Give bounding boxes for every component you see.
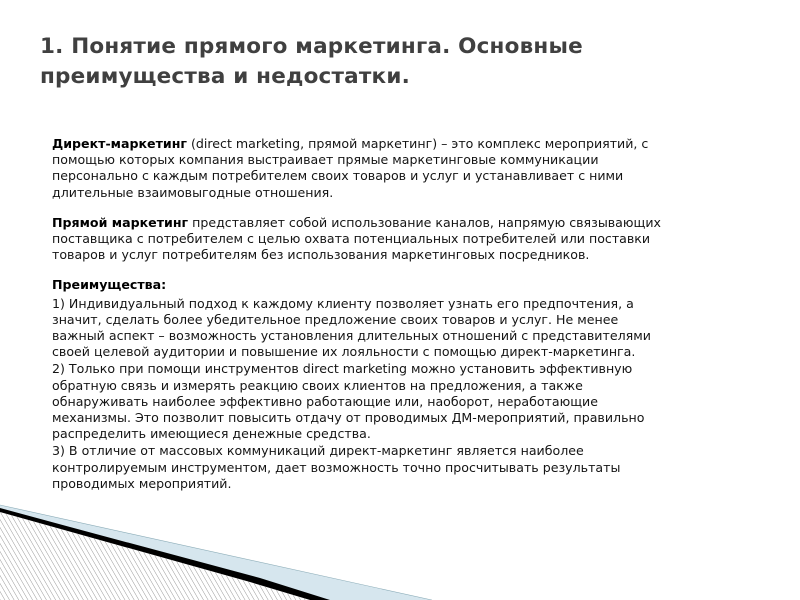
advantage-line: 3) В отличие от массовых коммуникаций директ-маркетинг является наиболее bbox=[52, 443, 584, 459]
advantage-item-3 bbox=[52, 443, 752, 492]
term-direct-marketing: Директ-маркетинг bbox=[52, 136, 187, 151]
advantage-line: проводимых мероприятий. bbox=[52, 475, 232, 491]
advantage-line: своей целевой аудитории и повышение их лояльности с помощью директ-маркетинга. bbox=[52, 344, 636, 360]
paragraph-line: длительные взаимовыгодные отношения. bbox=[52, 184, 334, 200]
advantage-item-1 bbox=[52, 296, 752, 361]
advantage-line: распределить имеющиеся денежные средства. bbox=[52, 426, 371, 442]
slide-body bbox=[52, 136, 752, 493]
paragraph-line: персонально с каждым потребителем своих товаров и услуг и устанавливает с ними bbox=[52, 168, 624, 184]
decorative-black-stripe bbox=[0, 508, 330, 600]
advantage-line: обратную связь и измерять реакцию своих клиентов на предложения, а также bbox=[52, 377, 583, 393]
definition-paragraph-pryamoy-marketing bbox=[52, 215, 752, 264]
advantage-line: 2) Только при помощи инструментов direct marketing можно установить эффективную bbox=[52, 361, 633, 377]
decorative-blue-band bbox=[0, 505, 432, 600]
title-line-2: преимущества и недостатки. bbox=[40, 64, 410, 89]
paragraph-line: помощью которых компания выстраивает прямые маркетинговые коммуникации bbox=[52, 152, 599, 168]
advantage-line: контролируемым инструментом, дает возможность точно просчитывать результаты bbox=[52, 459, 621, 475]
advantage-line: 1) Индивидуальный подход к каждому клиенту позволяет узнать его предпочтения, а bbox=[52, 295, 634, 311]
title-line-1: 1. Понятие прямого маркетинга. Основные bbox=[40, 34, 583, 59]
term-pryamoy-marketing: Прямой маркетинг bbox=[52, 214, 189, 230]
paragraph-line: представляет собой использование каналов, напрямую связывающих bbox=[188, 214, 662, 230]
paragraph-line: поставщика с потребителем с целью охвата потенциальных потребителей или поставки bbox=[52, 231, 651, 247]
paragraph-line: товаров и услуг потребителям без использования маркетинговых посредников. bbox=[52, 247, 590, 263]
advantages-heading: Преимущества: bbox=[52, 277, 167, 293]
advantages-list bbox=[52, 296, 752, 492]
advantage-line: обнаруживать наиболее эффективно работающие или, наоборот, неработающие bbox=[52, 393, 598, 409]
definition-paragraph-direct-marketing bbox=[52, 136, 752, 201]
paragraph-line: (direct marketing, прямой маркетинг) – это комплекс мероприятий, с bbox=[186, 136, 649, 151]
advantage-item-2 bbox=[52, 361, 752, 442]
advantage-line: механизмы. Это позволит повысить отдачу от проводимых ДМ-мероприятий, правильно bbox=[52, 410, 645, 426]
advantage-line: значит, сделать более убедительное предложение своих товаров и услуг. Не менее bbox=[52, 311, 619, 327]
decorative-hatch-area bbox=[0, 512, 310, 600]
advantage-line: важный аспект – возможность установления длительных отношений с представителями bbox=[52, 328, 651, 344]
slide-title bbox=[40, 32, 760, 92]
